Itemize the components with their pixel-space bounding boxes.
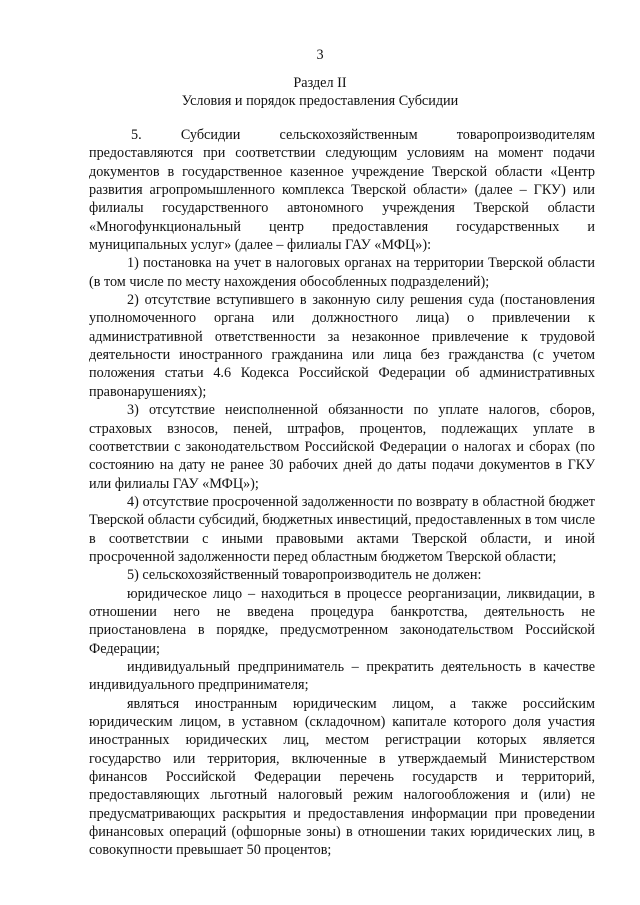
- paragraph-condition-4: 4) отсутствие просроченной задолженности по возврату в областной бюджет Тверской области субсидий, бюджетных инвестиций, предоставленных в том числе в соответствии с иными правовыми актами Тверской области, и иной просроченной задолженности перед областным бюджетом Тверской области;: [89, 493, 595, 565]
- paragraph-entrepreneur: индивидуальный предприниматель – прекратить деятельность в качестве индивидуального предпринимателя;: [89, 658, 595, 694]
- section-subtitle: Условия и порядок предоставления Субсидии: [181, 93, 459, 109]
- paragraph-legal-entity: юридическое лицо – находиться в процессе реорганизации, ликвидации, в отношении него не введена процедура банкротства, деятельность не приостановлена в порядке, предусмотренном законодательством Российской Федерации;: [89, 585, 595, 657]
- paragraph-condition-1: 1) постановка на учет в налоговых органах на территории Тверской области (в том числе по месту нахождения обособленных подразделений);: [89, 255, 595, 290]
- body-text: [89, 126, 595, 860]
- paragraph-foreign-entity: являться иностранным юридическим лицом, а также российским юридическим лицом, в уставном (складочном) капитале которого доля участия иностранных юридических лиц, местом регистрации которых является государство или территория, включенные в утверждаемый Министерством финансов Российской Федерации перечень государств и территорий, предоставляющих льготный налоговый режим налогообложения и (или) не предусматривающих раскрытия и предоставления информации при проведении финансовых операций (офшорные зоны) в отношении таких юридических лиц, в совокупности превышает 50 процентов;: [89, 695, 595, 859]
- section-title: Раздел II: [293, 75, 347, 91]
- page-number: 3: [316, 47, 324, 63]
- paragraph-condition-2: 2) отсутствие вступившего в законную силу решения суда (постановления уполномоченного органа или должностного лица) о привлечении к административной ответственности за незаконное привлечение к трудовой деятельности иностранного гражданина или лица без гражданства (с учетом положения статьи 4.6 Кодекса Российской Федерации об административных правонарушениях);: [89, 292, 595, 400]
- paragraph-item-5: 5. Субсидии сельскохозяйственным товаропроизводителям предоставляются при соответствии следующим условиям на момент подачи документов в государственное казенное учреждение Тверской области «Центр развития агропромышленного комплекса Тверской области» (далее – ГКУ) или филиалы государственного автономного учреждения Тверской области «Многофункциональный центр предоставления государственных и муниципальных услуг» (далее – филиалы ГАУ «МФЦ»):: [89, 127, 595, 254]
- paragraph-condition-5: 5) сельскохозяйственный товаропроизводитель не должен:: [127, 567, 482, 584]
- paragraph-condition-3: 3) отсутствие неисполненной обязанности по уплате налогов, сборов, страховых взносов, пеней, штрафов, процентов, подлежащих уплате в соответствии с законодательством Российской Федерации о налогах и сборах (по состоянию на дату не ранее 30 рабочих дней до даты подачи документов в ГКУ или филиалы ГАУ «МФЦ»);: [89, 402, 595, 492]
